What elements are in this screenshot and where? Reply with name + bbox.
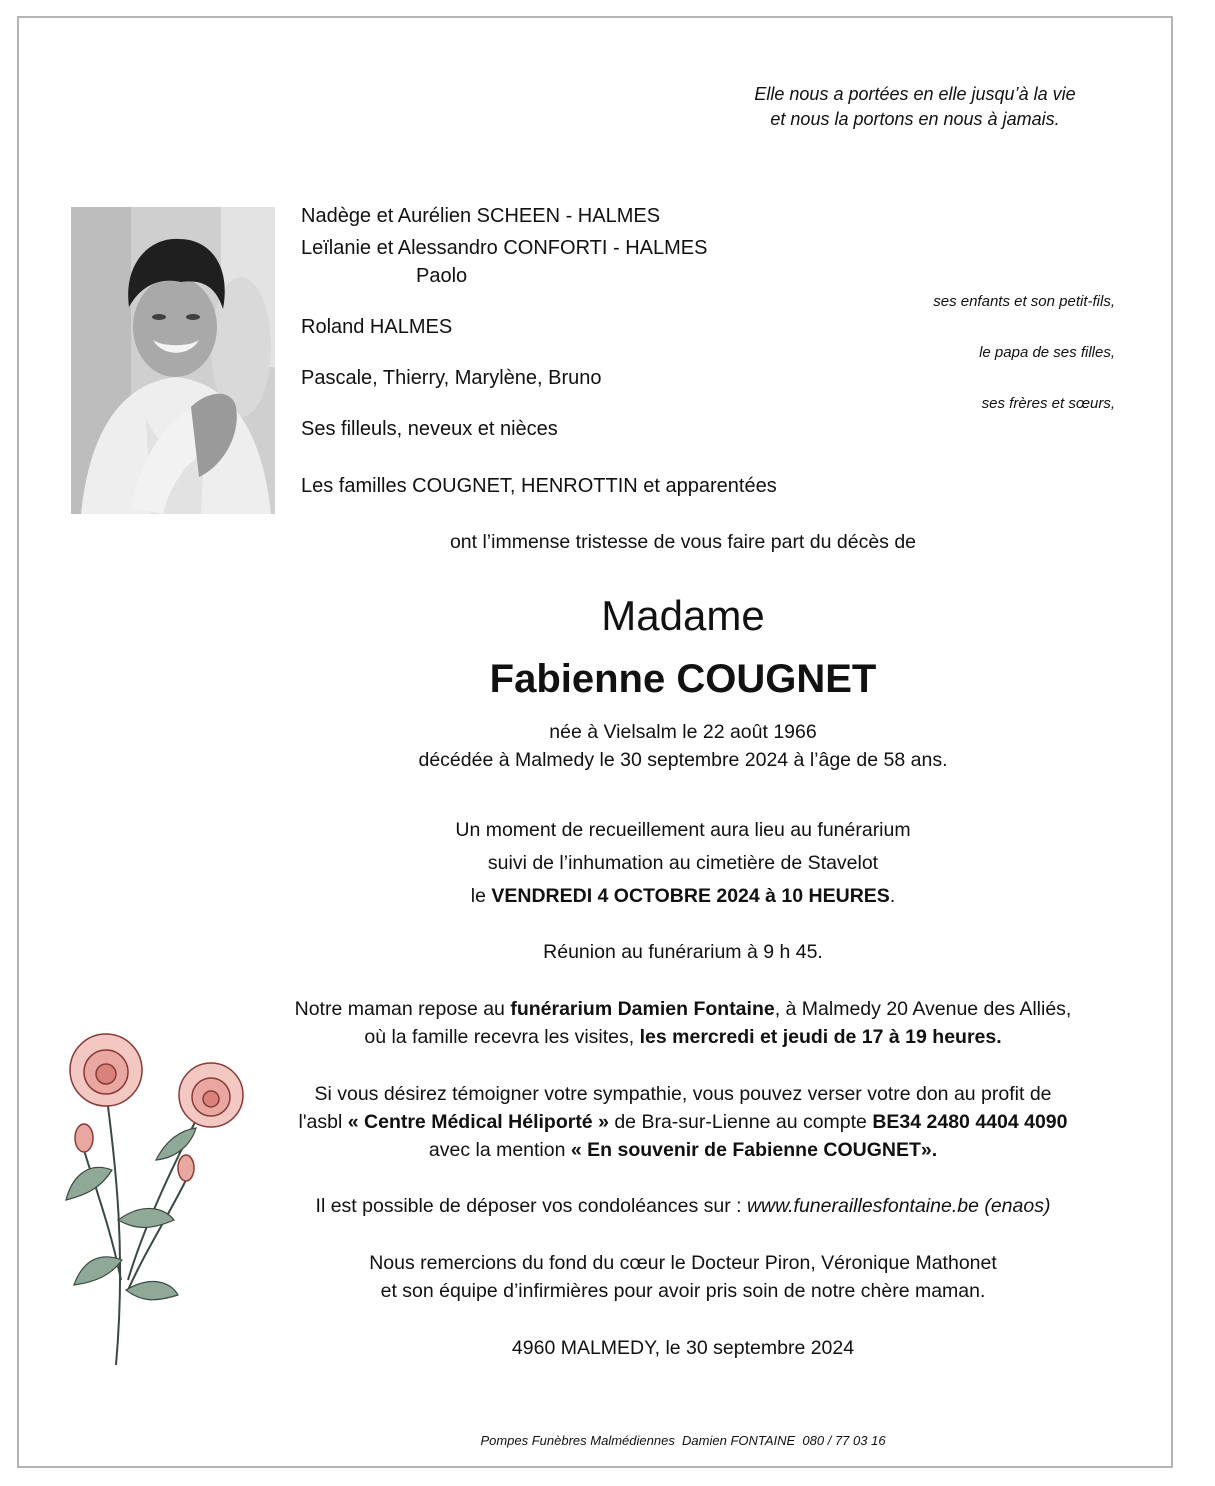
carnation-flower-icon [56,1020,256,1365]
condolences-link[interactable]: www.funeraillesfontaine.be (enaos) [746,1195,1051,1217]
footer: Pompes Funèbres Malmédiennes Damien FONTAINE 080 / 77 03 16 [480,1433,886,1448]
visit-line-1 [200,995,1166,1024]
donation-mention-prefix: avec la mention [428,1139,571,1161]
ceremony-prefix: le [470,885,492,907]
epigraph [600,82,1215,132]
gathering-info: Réunion au funérarium à 9 h 45. [543,941,823,963]
epigraph-line-1: Elle nous a portées en elle jusqu’à la vie [754,84,1076,104]
charity-name: « Centre Médical Héliporté » [347,1111,609,1133]
place-date: 4960 MALMEDY, le 30 septembre 2024 [511,1337,855,1359]
visit-hours: les mercredi et jeudi de 17 à 19 heures. [639,1026,1002,1048]
donation-mid: de Bra-sur-Lienne au compte [608,1111,873,1133]
ceremony-line-2: suivi de l’inhumation au cimetière de Stavelot [487,852,879,874]
family-line-4: Roland HALMES [301,316,453,338]
family-line-5: Pascale, Thierry, Marylène, Bruno [301,367,602,389]
visit-line-2 [200,1023,1166,1052]
deceased-name: Fabienne COUGNET [489,657,877,701]
condolences-line [200,1192,1166,1221]
portrait-photo [71,207,275,514]
family-line-1: Nadège et Aurélien SCHEEN - HALMES [301,205,661,227]
visit-prefix: Notre maman repose au [294,998,511,1020]
announcement: ont l’immense tristesse de vous faire part du décès de [449,531,917,553]
ceremony-line-1: Un moment de recueillement aura lieu au funérarium [455,819,911,841]
donation-mention: « En souvenir de Fabienne COUGNET». [570,1139,938,1161]
family-role-3: ses frères et sœurs, [981,395,1115,412]
visit-line-2-prefix: où la famille recevra les visites, [364,1026,640,1048]
family-line-2: Leïlanie et Alessandro CONFORTI - HALMES [301,237,708,259]
thanks-line-1: Nous remercions du fond du cœur le Docteur Piron, Véronique Mathonet [369,1252,997,1274]
donation-line-1: Si vous désirez témoigner votre sympathie, vous pouvez verser votre don au profit de [314,1083,1052,1105]
funeral-home-name: funérarium Damien Fontaine [510,998,775,1020]
family-line-7: Les familles COUGNET, HENROTTIN et apparentées [301,475,777,497]
bank-account: BE34 2480 4404 4090 [872,1111,1068,1133]
family-role-1: ses enfants et son petit-fils, [933,293,1115,310]
condolences-prefix: Il est possible de déposer vos condoléances sur : [315,1195,747,1217]
funeral-home-address: , à Malmedy 20 Avenue des Alliés, [774,998,1072,1020]
epigraph-line-2: et nous la portons en nous à jamais. [770,109,1060,129]
family-line-6: Ses filleuls, neveux et nièces [301,418,558,440]
donation-line-3 [200,1136,1166,1165]
thanks-line-2: et son équipe d’infirmières pour avoir pris soin de notre chère maman. [380,1280,986,1302]
ceremony-suffix: . [889,885,896,907]
donation-line-2 [200,1108,1166,1137]
donation-prefix: l'asbl [298,1111,348,1133]
deceased-title: Madame [601,592,765,639]
birth-info: née à Vielsalm le 22 août 1966 [549,721,817,743]
death-info: décédée à Malmedy le 30 septembre 2024 à l’âge de 58 ans. [418,749,948,771]
family-line-3: Paolo [416,265,468,287]
ceremony-line-3 [200,882,1166,911]
family-role-2: le papa de ses filles, [979,344,1115,361]
ceremony-date: VENDREDI 4 OCTOBRE 2024 à 10 HEURES [491,885,890,907]
